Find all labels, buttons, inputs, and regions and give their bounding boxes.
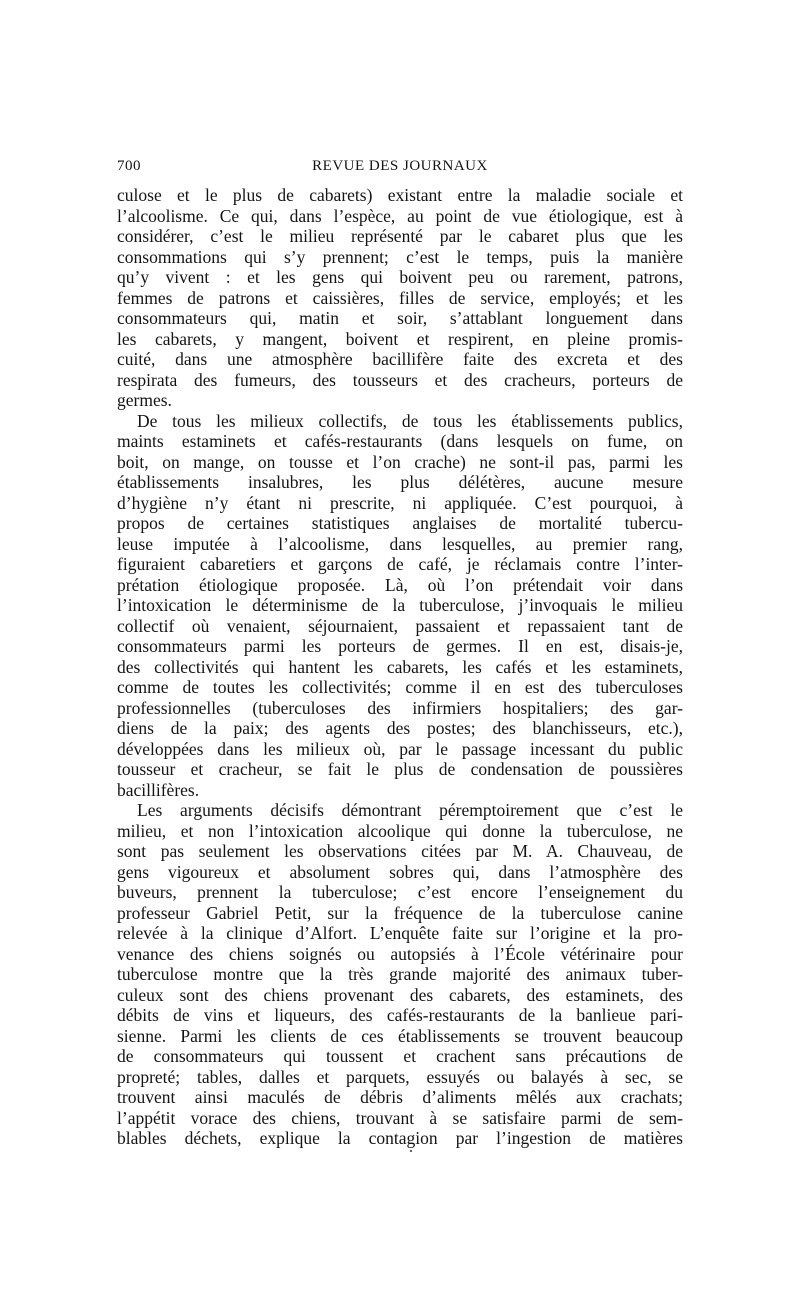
text-line: boit, on mange, on tousse et l’on crache) ne sont-il pas, parmi les <box>117 451 683 472</box>
text-line: l’alcoolisme. Ce qui, dans l’espèce, au point de vue étiologique, est à <box>117 205 683 226</box>
text-line: sont pas seulement les observations citées par M. A. Chauveau, de <box>117 841 683 861</box>
text-line: diens de la paix; des agents des postes; des blanchisseurs, etc.), <box>117 718 683 738</box>
text-line: des collectivités qui hantent les cabarets, les cafés et les estaminets, <box>117 656 683 677</box>
text-line: cuité, dans une atmosphère bacillifère faite des excreta et des <box>117 349 683 369</box>
text-line: développées dans les milieux où, par le passage incessant du public <box>117 738 683 759</box>
text-line: culeux sont des chiens provenant des cabarets, des estaminets, des <box>117 984 683 1005</box>
text-line: tousseur et cracheur, se fait le plus de condensation de poussières <box>117 759 683 779</box>
text-line: de consommateurs qui toussent et crachent sans précautions de <box>117 1046 683 1066</box>
text-line: venance des chiens soignés ou autopsiés à l’École vétérinaire pour <box>117 943 683 964</box>
text-line: relevée à la clinique d’Alfort. L’enquête faite sur l’origine et la pro- <box>117 923 683 943</box>
running-title: REVUE DES JOURNAUX <box>312 158 488 174</box>
text-line: l’intoxication le déterminisme de la tuberculose, j’invoquais le milieu <box>117 595 683 615</box>
text-line: Les arguments décisifs démontrant péremptoirement que c’est le <box>137 800 683 820</box>
text-line: blables déchets, explique la contagion par l’ingestion de matières <box>117 1128 683 1148</box>
text-line: comme de toutes les collectivités; comme il en est des tuberculoses <box>117 677 683 697</box>
text-line: milieu, et non l’intoxication alcoolique qui donne la tuberculose, ne <box>117 820 683 841</box>
page-number: 700 <box>117 158 141 174</box>
text-line: consommateurs qui, matin et soir, s’attablant longuement dans <box>117 308 683 328</box>
text-line: figuraient cabaretiers et garçons de café, je réclamais contre l’inter- <box>117 554 683 574</box>
text-line: culose et le plus de cabarets) existant entre la maladie sociale et <box>117 185 683 205</box>
text-line: bacillifères. <box>117 779 200 800</box>
text-line: tuberculose montre que la très grande majorité des animaux tuber- <box>117 964 683 984</box>
text-line: propreté; tables, dalles et parquets, essuyés ou balayés à sec, se <box>117 1066 683 1087</box>
text-line: établissements insalubres, les plus délétères, aucune mesure <box>117 472 683 492</box>
text-line: professeur Gabriel Petit, sur la fréquence de la tuberculose canine <box>117 902 683 923</box>
text-line: germes. <box>117 390 172 410</box>
text-line: considérer, c’est le milieu représenté par le cabaret plus que les <box>117 226 683 246</box>
text-line: collectif où venaient, séjournaient, passaient et repassaient tant de <box>117 615 683 636</box>
text-line: trouvent ainsi maculés de débris d’aliments mêlés aux crachats; <box>117 1087 683 1107</box>
text-line: sienne. Parmi les clients de ces établissements se trouvent beaucoup <box>117 1025 683 1046</box>
text-line: De tous les milieux collectifs, de tous les établissements publics, <box>137 410 683 431</box>
text-line: consommateurs parmi les porteurs de germes. Il en est, disais-je, <box>117 636 683 656</box>
text-line: les cabarets, y mangent, boivent et respirent, en pleine promis- <box>117 328 683 349</box>
text-line: gens vigoureux et absolument sobres qui, dans l’atmosphère des <box>117 861 683 882</box>
text-line: débits de vins et liqueurs, des cafés-restaurants de la banlieue pari- <box>117 1005 683 1025</box>
text-line: leuse imputée à l’alcoolisme, dans lesquelles, au premier rang, <box>117 533 683 554</box>
text-line: professionnelles (tuberculoses des infirmiers hospitaliers; des gar- <box>117 697 683 718</box>
text-line: d’hygiène n’y étant ni prescrite, ni appliquée. C’est pourquoi, à <box>117 492 683 513</box>
text-line: femmes de patrons et caissières, filles de service, employés; et les <box>117 287 683 308</box>
text-line: consommations qui s’y prennent; c’est le temps, puis la manière <box>117 246 683 267</box>
text-line: propos de certaines statistiques anglaises de mortalité tubercu- <box>117 513 683 533</box>
text-line: maints estaminets et cafés-restaurants (dans lesquels on fume, on <box>117 431 683 451</box>
text-line: prétation étiologique proposée. Là, où l’on prétendait voir dans <box>117 574 683 595</box>
text-line: qu’y vivent : et les gens qui boivent peu ou rarement, patrons, <box>117 267 683 287</box>
body-text <box>117 185 683 1149</box>
text-line: buveurs, prennent la tuberculose; c’est encore l’enseignement du <box>117 882 683 902</box>
text-line: respirata des fumeurs, des tousseurs et des cracheurs, porteurs de <box>117 369 683 390</box>
text-line: l’appétit vorace des chiens, trouvant à se satisfaire parmi de sem- <box>117 1107 683 1128</box>
print-speck <box>410 1150 412 1152</box>
